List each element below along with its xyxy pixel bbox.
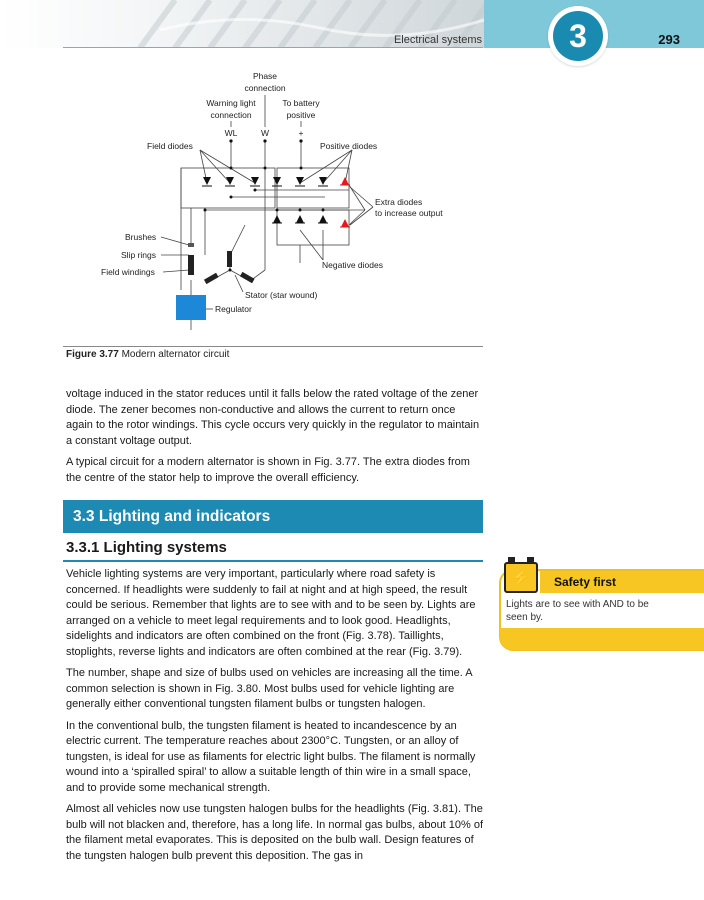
circuit-diagram: [95, 65, 465, 335]
label-warning-2: connection: [210, 110, 252, 120]
label-regulator: Regulator: [215, 304, 252, 314]
chapter-badge: 3: [553, 11, 603, 61]
safety-text: Lights are to see with AND to be seen by.: [506, 599, 649, 623]
body-paragraph-4: Almost all vehicles now use tungsten halogen bulbs for the headlights (Fig. 3.81). The bulb will not blacken and, therefore, has a long life. In normal gas bulbs, about 10% of the filament metal evaporates. This is deposited on the bulb wall. Design features of the tungsten halogen bulb prevent this deposition. The gas in: [66, 803, 484, 862]
running-section-title: Electrical systems: [393, 34, 482, 46]
intro-paragraph-1: voltage induced in the stator reduces until it falls below the rated voltage of the zener diode. The zener becomes non-conductive and allows the current to return once again to the rotor windings. This cycle occurs very quickly in the regulator to maintain a constant voltage output.: [66, 388, 480, 447]
subsection-rule: [63, 560, 483, 562]
label-plus: +: [298, 128, 304, 138]
body-text: [66, 567, 484, 870]
section-heading: 3.3 Lighting and indicators: [63, 500, 483, 533]
label-wl: WL: [224, 128, 238, 138]
label-w: W: [260, 128, 270, 138]
label-field-windings: Field windings: [101, 267, 155, 277]
label-extra-diodes-2: to increase output: [375, 208, 443, 218]
stator-winding-1: [227, 251, 232, 267]
label-extra-diodes: Extra diodes: [375, 197, 423, 207]
page-number: 293: [658, 32, 680, 47]
intro-text: [66, 387, 484, 492]
label-battery-2: positive: [286, 110, 316, 120]
field-windings: [188, 255, 194, 275]
label-brushes: Brushes: [125, 232, 157, 242]
stator-winding-3: [240, 272, 255, 283]
body-paragraph-1: Vehicle lighting systems are very important, particularly where road safety is concerned. If headlights were suddenly to fail at night and at high speed, the result could be serious. Remember that lights are to see with and to be seen by. Lights are arranged on a vehicle to meet legal requirements and to look good. Headlights, sidelights and indicators are often combined on the front (Fig. 3.78). Taillights, stoplights, reverse lights and indicators are often combined at the rear (Fig. 3.79).: [66, 568, 476, 658]
positive-diodes: [272, 177, 328, 186]
regulator-box: [176, 295, 206, 320]
safety-box-footer: [500, 628, 704, 650]
label-negative-diodes: Negative diodes: [322, 260, 383, 270]
label-slip-rings: Slip rings: [121, 250, 156, 260]
label-field-diodes: Field diodes: [147, 141, 193, 151]
subsection-heading: 3.3.1 Lighting systems: [66, 539, 227, 556]
stator-winding-2: [204, 273, 219, 284]
label-phase-2: connection: [244, 83, 286, 93]
figure-caption-number: Figure 3.77: [66, 349, 119, 360]
brushes: [188, 243, 194, 247]
intro-paragraph-2: A typical circuit for a modern alternator is shown in Fig. 3.77. The extra diodes from the centre of the stator help to improve the overall efficiency.: [66, 456, 470, 484]
alternator-circuit-figure: [95, 65, 465, 335]
lightning-icon: ⚡: [504, 562, 538, 593]
figure-caption-text: Modern alternator circuit: [121, 349, 230, 360]
field-diodes: [202, 177, 260, 186]
negative-diodes: [272, 215, 328, 223]
label-stator: Stator (star wound): [245, 290, 318, 300]
body-paragraph-3: In the conventional bulb, the tungsten filament is heated to incandescence by an electric current. The temperature reaches about 2300°C. Tungsten, or an alloy of tungsten, is ideal for use as filaments for electric light bulbs. The filament is normally wound into a ‘spiralled spiral’ to allow a suitable length of thin wire in a small space, and to provide some mechanical strength.: [66, 719, 476, 794]
label-phase: Phase: [252, 71, 278, 81]
label-warning: Warning light: [206, 98, 256, 108]
figure-rule: [63, 346, 483, 347]
body-paragraph-2: The number, shape and size of bulbs used on vehicles are increasing all the time. A common selection is shown in Fig. 3.80. Most bulbs used for vehicle lighting are generally either conventional tungsten filament bulbs or tungsten halogen.: [66, 667, 473, 710]
header-rule: [63, 47, 483, 48]
extra-diodes: [340, 177, 350, 227]
label-positive-diodes: Positive diodes: [320, 141, 378, 151]
label-battery: To battery: [282, 98, 320, 108]
figure-caption: [66, 349, 229, 360]
safety-title: Safety first: [554, 575, 617, 589]
